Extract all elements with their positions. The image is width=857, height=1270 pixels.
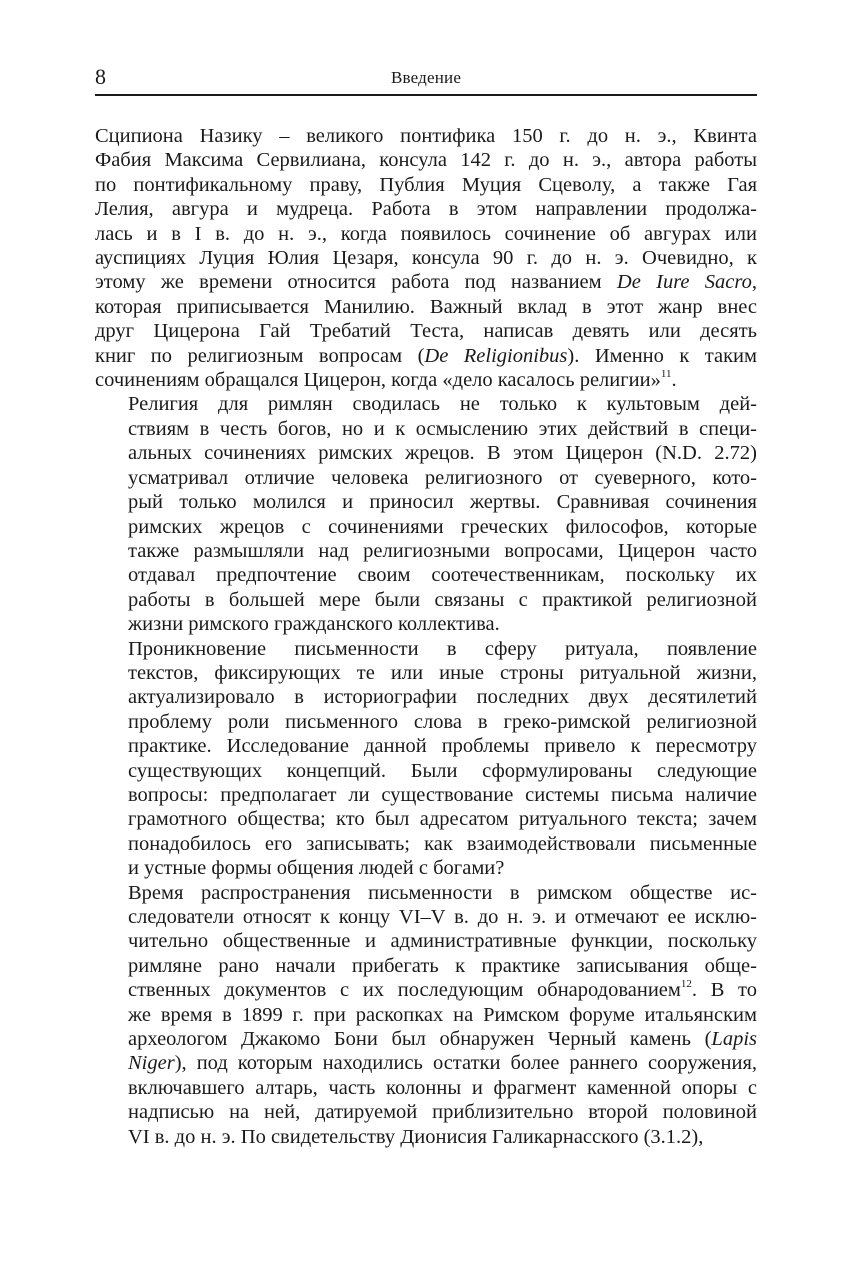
text-line: [95, 905, 757, 929]
text-line: [95, 710, 757, 734]
text-run: ). Именно к таким: [567, 344, 757, 367]
text-line: [95, 295, 757, 319]
paragraph: [95, 392, 757, 636]
text-line: [95, 612, 757, 636]
text-line: [95, 807, 757, 831]
text-line: [95, 441, 757, 465]
page-body: [95, 124, 757, 1149]
text-run: практике. Исследование данной проблемы привело к пересмотру: [128, 735, 757, 758]
text-line: [95, 1051, 757, 1075]
paragraph: [95, 881, 757, 1149]
text-run: сочинениям обращался Цицерон, когда «дело касалось религии»: [95, 369, 661, 392]
text-run: текстов, фиксирующих те или иные строны ритуальной жизни,: [128, 661, 757, 684]
text-run: Сципиона Назику – великого понтифика 150 г. до н. э., Квинта: [95, 125, 757, 147]
text-run: ауспициях Луция Юлия Цезаря, консула 90 г. до н. э. Очевидно, к: [95, 247, 757, 270]
text-run: и устные формы общения людей с богами?: [128, 857, 505, 880]
text-line: [95, 270, 757, 294]
text-line: [95, 148, 757, 172]
text-line: [95, 661, 757, 685]
footnote-ref: 11: [660, 368, 672, 381]
text-run: ,: [751, 271, 757, 294]
text-line: [95, 466, 757, 490]
text-run: надписью на ней, датируемой приблизительно второй половиной: [128, 1101, 757, 1124]
italic-text: De Iure Sacro: [616, 271, 752, 294]
text-line: [95, 881, 757, 905]
text-run: Религия для римлян сводилась не только к культовым дей-: [128, 393, 757, 416]
text-run: отдавал предпочтение своим соотечественникам, поскольку их: [128, 564, 757, 587]
text-run: Проникновение письменности в сферу ритуала, появление: [128, 637, 757, 660]
text-line: [95, 783, 757, 807]
text-run: ствиям в честь богов, но и к осмыслению этих действий в специ-: [128, 417, 757, 440]
text-run: усматривал отличие человека религиозного от суеверного, кото-: [128, 466, 757, 489]
text-line: [95, 246, 757, 270]
text-run: римских жрецов с сочинениями греческих философов, которые: [128, 515, 757, 538]
text-run: работы в большей мере были связаны с практикой религиозной: [128, 588, 757, 611]
text-run: жизни римского гражданского коллектива.: [128, 613, 500, 636]
text-line: [95, 954, 757, 978]
text-run: альных сочинениях римских жрецов. В этом Цицерон (N.D. 2.72): [128, 442, 757, 465]
text-run: которая приписывается Манилию. Важный вклад в этот жанр внес: [95, 295, 757, 318]
text-line: [95, 1100, 757, 1124]
text-run: включавшего алтарь, часть колонны и фрагмент каменной опоры с: [128, 1076, 757, 1099]
text-line: [95, 515, 757, 539]
text-run: также размышляли над религиозными вопросами, Цицерон часто: [128, 539, 757, 562]
text-line: [95, 637, 757, 661]
italic-text: Niger: [128, 1052, 175, 1075]
text-run: VI в. до н. э. По свидетельству Дионисия Галикарнасского (3.1.2),: [128, 1125, 704, 1148]
text-run: проблему роли письменного слова в греко-римской религиозной: [128, 710, 757, 733]
page-header: [95, 62, 757, 96]
text-line: [95, 1027, 757, 1051]
italic-text: Lapis: [711, 1028, 757, 1051]
text-line: [95, 417, 757, 441]
text-run: следователи относят к концу VI–V в. до н. э. и отмечают ее исклю-: [128, 906, 757, 928]
text-run: грамотного общества; кто был адресатом ритуального текста; зачем: [128, 808, 757, 831]
text-line: [95, 490, 757, 514]
text-run: ственных документов с их последующим обнародованием: [128, 979, 681, 1002]
text-line: [95, 734, 757, 758]
text-run: рый только молился и приносил жертвы. Сравнивая сочинения: [128, 491, 757, 514]
text-line: [95, 344, 757, 368]
text-run: ), под которым находились остатки более раннего сооружения,: [174, 1052, 757, 1075]
text-run: римляне рано начали прибегать к практике записывания обще-: [128, 954, 757, 977]
text-line: [95, 832, 757, 856]
text-run: этому же времени относится работа под названием: [95, 271, 617, 294]
text-line: [95, 319, 757, 343]
text-run: лась и в I в. до н. э., когда появилось сочинение об авгурах или: [95, 222, 757, 245]
text-run: по понтификальному праву, Публия Муция Сцеволу, а также Гая: [95, 173, 757, 196]
text-line: [95, 368, 757, 392]
text-run: друг Цицерона Гай Требатий Теста, написав девять или десять: [95, 320, 757, 343]
text-line: [95, 222, 757, 246]
text-line: [95, 978, 757, 1002]
text-line: [95, 173, 757, 197]
text-line: [95, 1125, 757, 1149]
text-line: [95, 856, 757, 880]
text-run: существующих концепций. Были сформулированы следующие: [128, 759, 757, 782]
text-line: [95, 197, 757, 221]
italic-text: De Religionibus: [424, 344, 568, 367]
text-run: . В то: [691, 979, 757, 1002]
text-run: .: [671, 369, 677, 392]
text-line: [95, 588, 757, 612]
text-run: актуализировало в историографии последних двух десятилетий: [128, 686, 757, 709]
text-run: чительно общественные и административные функции, поскольку: [128, 930, 757, 953]
text-line: [95, 539, 757, 563]
text-run: книг по религиозным вопросам (: [95, 344, 425, 367]
text-line: [95, 759, 757, 783]
text-line: [95, 392, 757, 416]
text-line: [95, 563, 757, 587]
text-run: Время распространения письменности в римском обществе ис-: [128, 881, 757, 904]
paragraph: [95, 637, 757, 881]
text-run: Фабия Максима Сервилиана, консула 142 г. до н. э., автора работы: [95, 149, 757, 172]
text-run: Лелия, авгура и мудреца. Работа в этом направлении продолжа-: [95, 198, 757, 221]
text-line: [95, 124, 757, 148]
text-run: понадобилось его записывать; как взаимодействовали письменные: [128, 832, 757, 855]
footnote-ref: 12: [680, 978, 692, 991]
running-head: Введение: [390, 68, 462, 87]
paragraph: [95, 124, 757, 392]
page-number: 8: [95, 64, 106, 89]
text-line: [95, 1003, 757, 1027]
text-line: [95, 929, 757, 953]
text-line: [95, 1076, 757, 1100]
text-run: археологом Джакомо Бони был обнаружен Черный камень (: [128, 1028, 712, 1051]
text-line: [95, 685, 757, 709]
text-run: же время в 1899 г. при раскопках на Римском форуме итальянским: [128, 1003, 757, 1026]
text-run: вопросы: предполагает ли существование системы письма наличие: [128, 783, 757, 806]
